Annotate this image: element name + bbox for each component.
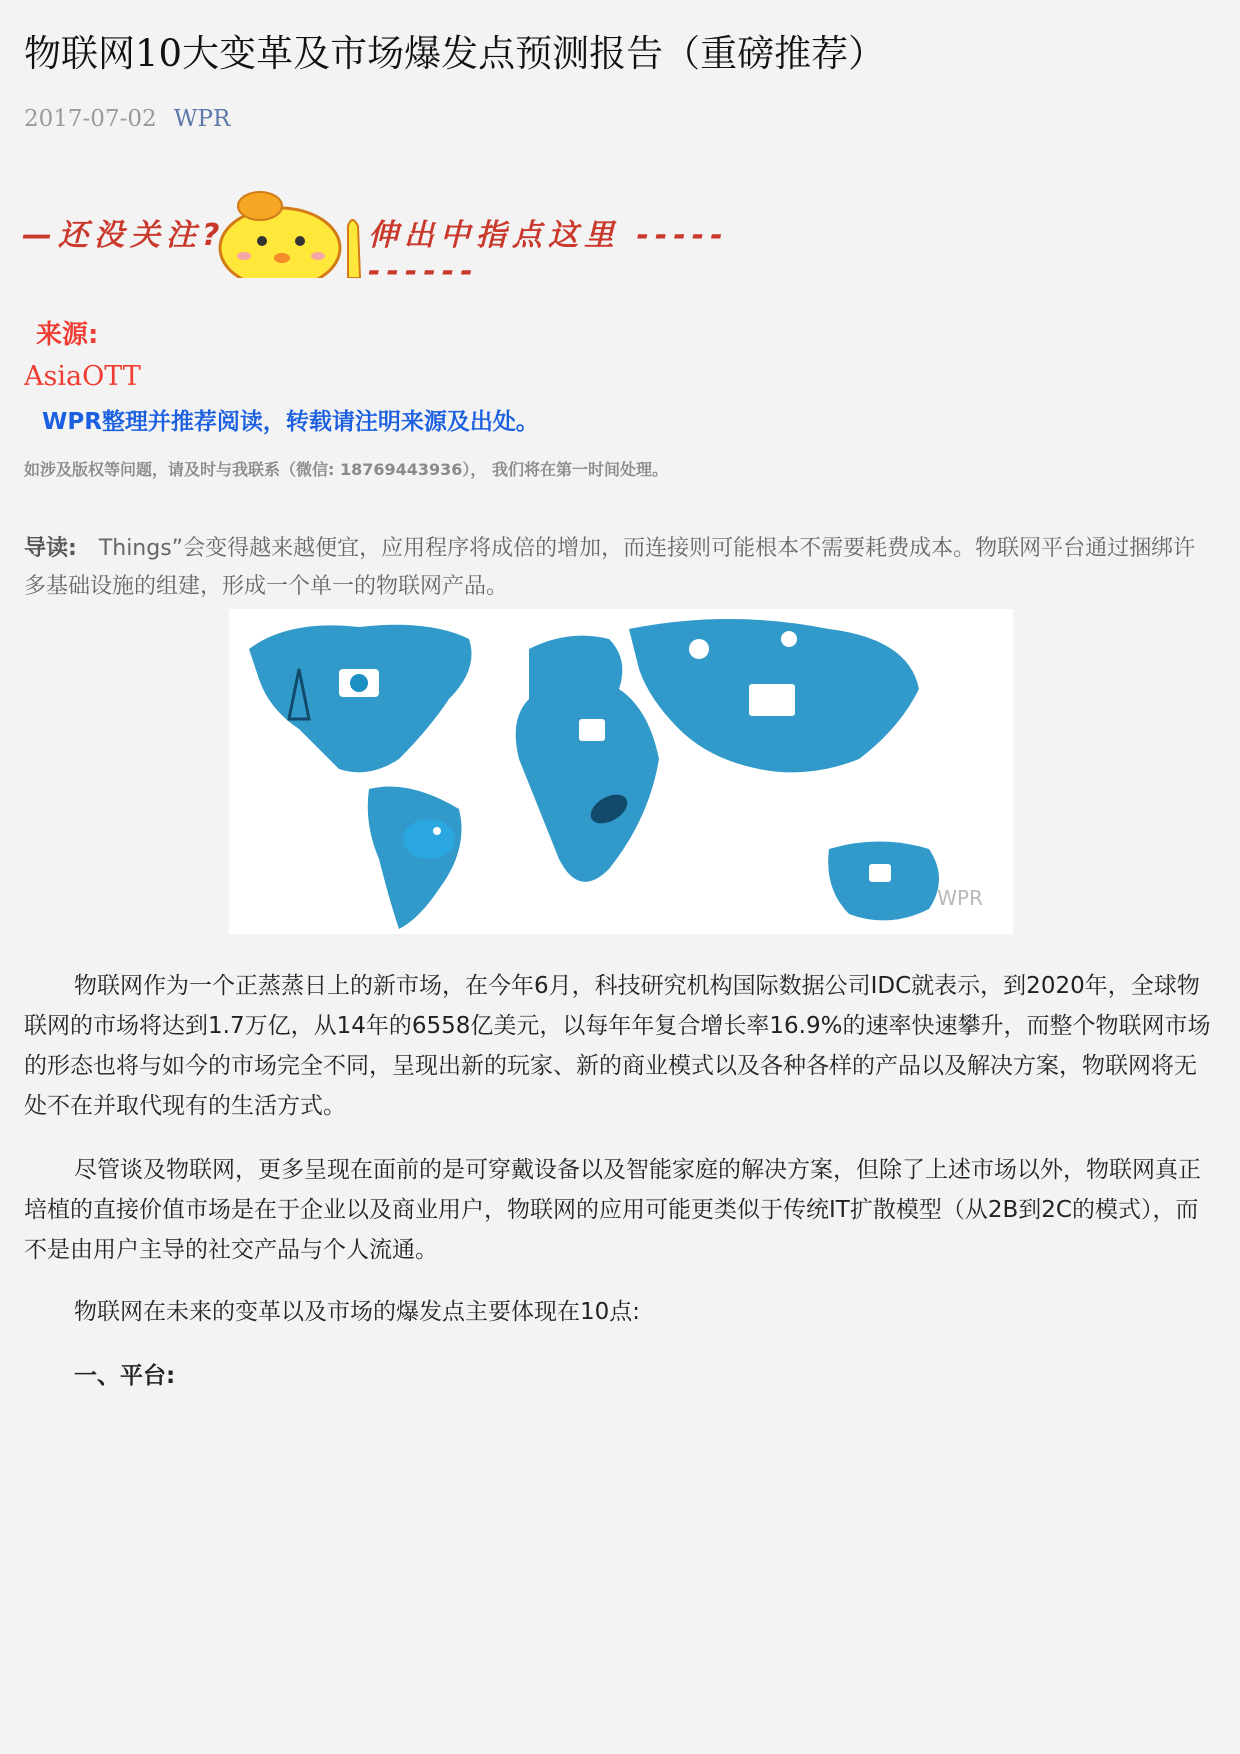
article-author-link[interactable]: WPR: [173, 106, 231, 132]
body-paragraph-2: 尽管谈及物联网，更多呈现在面前的是可穿戴设备以及智能家庭的解决方案，但除了上述市场以外，物联网真正培植的直接价值市场是在于企业以及商业用户，物联网的应用可能更类似于传统IT扩散模型（从2B到2C的模式），而不是由用户主导的社交产品与个人流通。: [24, 1157, 1201, 1263]
article-title: 物联网10大变革及市场爆发点预测报告（重磅推荐）: [24, 32, 886, 75]
world-map-icon: [229, 609, 1013, 934]
article-meta: [24, 104, 230, 134]
recommend-notice: WPR整理并推荐阅读，转载请注明来源及出处。: [42, 409, 539, 435]
iot-world-map-image: [229, 609, 1013, 934]
article-date: 2017-07-02: [24, 106, 157, 132]
body-paragraph-1: 物联网作为一个正蒸蒸日上的新市场，在今年6月，科技研究机构国际数据公司IDC就表示，到2020年，全球物联网的市场将达到1.7万亿，从14年的6558亿美元，以每年年复合增长率16.9%的速率快速攀升，而整个物联网市场的形态也将与如今的市场完全不同，呈现出新的玩家、新的商业模式以及各种各样的产品以及解决方案，物联网将无处不在并取代现有的生活方式。: [24, 973, 1211, 1119]
banner-right-text: 伸出中指点这里 -----------: [368, 218, 729, 289]
copyright-notice: 如涉及版权等问题，请及时与我联系（微信: 18769443936）， 我们将在第一时间处理。: [24, 460, 669, 479]
source-name: AsiaOTT: [24, 361, 141, 392]
follow-banner[interactable]: [22, 186, 732, 289]
body-paragraph-3: 物联网在未来的变革以及市场的爆发点主要体现在10点:: [74, 1299, 641, 1325]
image-watermark: WPR: [937, 886, 983, 910]
section-heading-platform: 一、平台:: [74, 1363, 176, 1389]
intro-paragraph: [24, 530, 1216, 606]
source-label: 来源:: [36, 320, 99, 350]
intro-text: Things”会变得越来越便宜，应用程序将成倍的增加，而连接则可能根本不需要耗费成本。物联网平台通过捆绑许多基础设施的组建，形成一个单一的物联网产品。: [24, 536, 1196, 599]
banner-left-text: —还没关注?: [22, 218, 226, 253]
intro-label: 导读:: [24, 536, 77, 561]
